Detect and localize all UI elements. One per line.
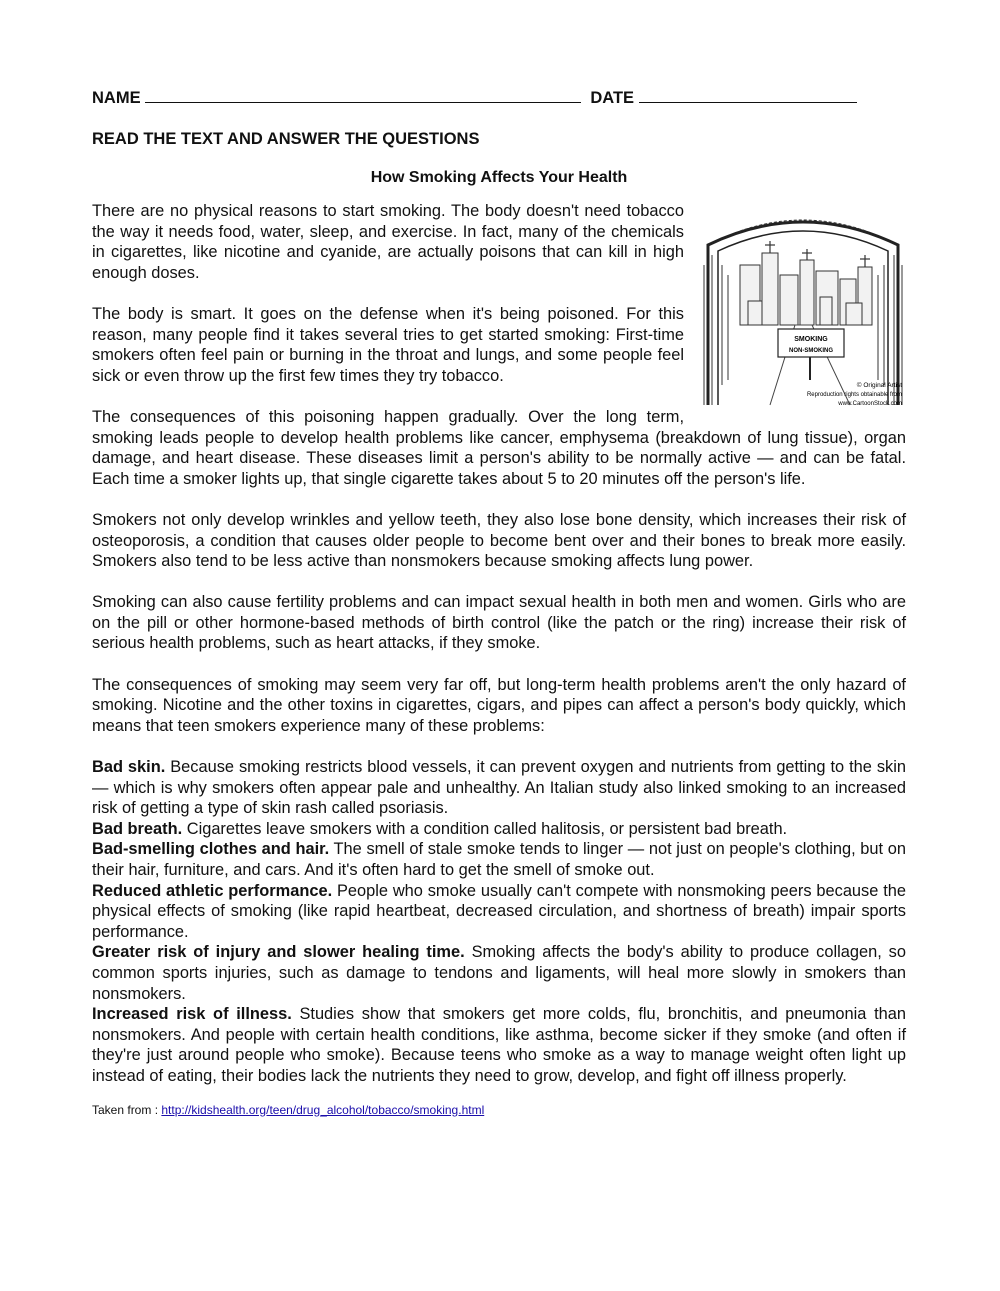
problem-text: The smell of stale smoke tends to linger — not just on people's clothing, but on their hair, furniture, and cars. And it's often hard to get the smell of smoke out. [92, 840, 906, 879]
source-link[interactable]: http://kidshealth.org/teen/drug_alcohol/tobacco/smoking.html [161, 1102, 485, 1117]
problem-term: Reduced athletic performance. [92, 881, 333, 900]
paragraph: The body is smart. It goes on the defense when it's being poisoned. For this reason, many people find it takes several tries to get started smoking: First-time smokers often feel pain or burning in the throat and lungs, and some people feel sick or even throw up the first few times they try tobacco. [92, 304, 684, 385]
problem-item [92, 839, 906, 880]
sign-non-smoking-text: NON-SMOKING [789, 348, 833, 354]
instructions: READ THE TEXT AND ANSWER THE QUESTIONS [92, 130, 480, 148]
credit-line-1: © Original Artist [856, 382, 902, 389]
problem-term: Bad breath. [92, 819, 183, 838]
name-field-line[interactable] [145, 88, 581, 103]
problem-term: Bad-smelling clothes and hair. [92, 840, 330, 859]
article-body [92, 201, 906, 1087]
cemetery-cartoon-image [700, 205, 906, 411]
credit-line-3: www.CartoonStock.com [838, 401, 902, 407]
paragraph: The consequences of this poisoning happen gradually. Over the long term, smoking leads people to develop health problems like cancer, emphysema (breakdown of lung tissue), organ damage, and heart disease. These diseases limit a person's ability to be normally active — and can be fatal. Each time a smoker lights up, that single cigarette takes about 5 to 20 minutes off the person's life. [92, 407, 906, 488]
worksheet-page [92, 88, 906, 1117]
date-field-line[interactable] [639, 88, 857, 103]
problem-term: Greater risk of injury and slower healing time. [92, 943, 465, 962]
paragraph: Smokers not only develop wrinkles and yellow teeth, they also lose bone density, which increases their risk of osteoporosis, a condition that causes older people to become bent over and their bones to break more easily. Smokers also tend to be less active than nonsmokers because smoking affects lung power. [92, 510, 906, 571]
date-label: DATE [590, 89, 635, 107]
article-title: How Smoking Affects Your Health [370, 169, 628, 186]
sign-smoking-text: SMOKING [794, 336, 828, 343]
problem-text: People who smoke usually can't compete with nonsmoking peers because the physical effects of smoking (like rapid heartbeat, decreased circulation, and shortness of breath) impair sports performance. [92, 881, 906, 941]
name-label: NAME [92, 89, 141, 107]
source-citation [92, 1103, 906, 1117]
problem-term: Bad skin. [92, 758, 166, 777]
problem-item [92, 819, 906, 840]
paragraph: The consequences of smoking may seem very far off, but long-term health problems aren't the only hazard of smoking. Nicotine and the other toxins in cigarettes, cigars, and pipes can affect a person's body quickly, which means that teen smokers experience many of these problems: [92, 675, 906, 735]
credit-line-2: Reproduction rights obtainable from [806, 392, 902, 398]
problem-text: Cigarettes leave smokers with a condition called halitosis, or persistent bad breath. [182, 819, 788, 838]
problem-text: Studies show that smokers get more colds, flu, bronchitis, and pneumonia than nonsmokers. And people with certain health conditions, like asthma, become sicker if they smoke (and often if they're just around people who smoke). Because teens who smoke as a way to manage weight often light up instead of eating, their bodies lack the nutrients they need to grow, develop, and fight off illness properly. [92, 1005, 906, 1085]
source-label: Taken from : [92, 1102, 159, 1117]
paragraph: There are no physical reasons to start smoking. The body doesn't need tobacco the way it needs food, water, sleep, and exercise. In fact, many of the chemicals in cigarettes, like nicotine and cyanide, are actually poisons that can kill in high enough doses. [92, 202, 684, 282]
problem-item [92, 1004, 906, 1086]
paragraph: Smoking can also cause fertility problems and can impact sexual health in both men and women. Girls who are on the pill or other hormone-based methods of birth control (like the patch or the ring) increase their risk of serious health problems, such as heart attacks, if they smoke. [92, 593, 906, 653]
problem-item [92, 881, 906, 943]
problem-term: Increased risk of illness. [92, 1005, 292, 1024]
problem-item [92, 757, 906, 819]
problem-text: Because smoking restricts blood vessels, it can prevent oxygen and nutrients from getting to the skin — which is why smokers often appear pale and unhealthy. An Italian study also linked smoking to an increased risk of getting a type of skin rash called psoriasis. [92, 758, 906, 818]
problem-item [92, 942, 906, 1004]
problem-text: Smoking affects the body's ability to produce collagen, so common sports injuries, such as damage to tendons and ligaments, will heal more slowly in smokers than nonsmokers. [92, 943, 906, 1003]
name-date-line [92, 88, 906, 116]
